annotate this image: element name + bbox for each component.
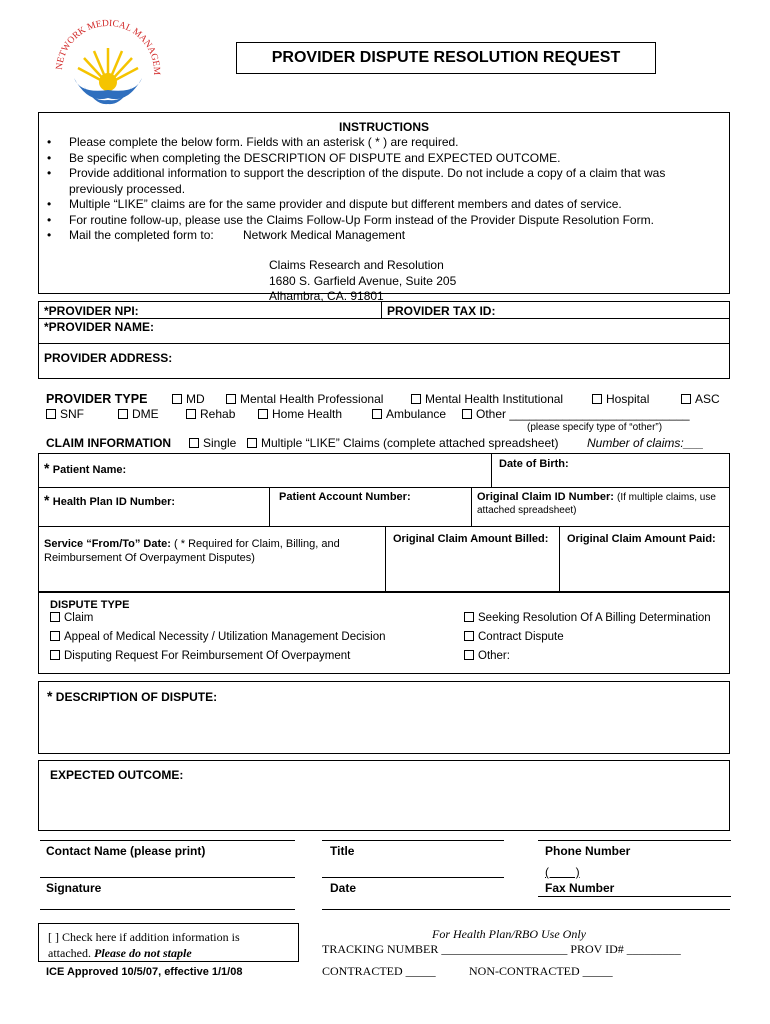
- description-label: DESCRIPTION OF DISPUTE:: [55, 690, 218, 704]
- mail-address-line: Network Medical Management: [243, 228, 406, 242]
- type-mental-health-professional[interactable]: Mental Health Professional: [226, 392, 383, 406]
- title-box: [236, 42, 656, 74]
- checkbox[interactable]: [118, 409, 128, 419]
- checkbox[interactable]: [46, 409, 56, 419]
- instructions-heading: INSTRUCTIONS: [339, 120, 429, 134]
- instruction-item: • Be specific when completing the DESCRIPTION OF DISPUTE and EXPECTED OUTCOME.: [39, 151, 719, 167]
- instruction-item: • Provide additional information to support the description of the dispute. Do not include a copy of a claim that was previously processed.: [39, 166, 719, 197]
- checkbox[interactable]: [464, 612, 474, 622]
- title-label[interactable]: Title: [330, 844, 355, 858]
- claim-multiple[interactable]: Multiple “LIKE” Claims (complete attached spreadsheet): [247, 436, 558, 450]
- provider-npi-label[interactable]: *PROVIDER NPI:: [44, 304, 139, 318]
- approval-note: ICE Approved 10/5/07, effective 1/1/08: [46, 966, 243, 978]
- claim-information-label: CLAIM INFORMATION: [46, 436, 172, 450]
- instruction-item: [39, 228, 719, 244]
- patient-account-label[interactable]: Patient Account Number:: [279, 491, 411, 503]
- checkbox[interactable]: [189, 438, 199, 448]
- amount-billed-label[interactable]: Original Claim Amount Billed:: [393, 533, 549, 545]
- type-mental-health-institutional[interactable]: Mental Health Institutional: [411, 392, 563, 406]
- contracted: CONTRACTED _____: [322, 964, 436, 978]
- signature-label[interactable]: Signature: [46, 881, 102, 895]
- svg-text:NETWORK MEDICAL MANAGEMENT: [44, 14, 161, 76]
- date-of-birth-label[interactable]: Date of Birth:: [499, 458, 569, 470]
- dispute-claim[interactable]: Claim: [50, 612, 93, 624]
- instruction-item: • Multiple “LIKE” claims are for the same provider and dispute but different members and dates of service.: [39, 197, 719, 213]
- checkbox[interactable]: [172, 394, 182, 404]
- type-md[interactable]: MD: [172, 392, 205, 406]
- checkbox[interactable]: [464, 650, 474, 660]
- checkbox[interactable]: [50, 631, 60, 641]
- dispute-billing-determination[interactable]: Seeking Resolution Of A Billing Determination: [464, 612, 711, 624]
- checkbox[interactable]: [50, 650, 60, 660]
- instructions-list: [39, 135, 719, 244]
- mail-address-line: Claims Research and Resolution: [269, 258, 444, 272]
- instructions-box: [38, 112, 730, 303]
- checkbox[interactable]: [50, 612, 60, 622]
- description-section[interactable]: * DESCRIPTION OF DISPUTE:: [38, 681, 730, 754]
- health-plan-id-field[interactable]: * Health Plan ID Number:: [44, 492, 176, 508]
- attachment-note-box: [38, 923, 299, 962]
- mail-address-line: 1680 S. Garfield Avenue, Suite 205: [269, 273, 457, 288]
- attachment-note[interactable]: [ ] Check here if addition information is attached. Please do not staple: [48, 930, 240, 960]
- dispute-medical-necessity[interactable]: Appeal of Medical Necessity / Utilization Management Decision: [50, 631, 386, 643]
- dispute-type-label: DISPUTE TYPE: [50, 599, 130, 611]
- health-plan-id-label: Health Plan ID Number:: [52, 496, 176, 508]
- type-home-health[interactable]: Home Health: [258, 407, 342, 421]
- instruction-item: • Please complete the below form. Fields with an asterisk ( * ) are required.: [39, 135, 719, 151]
- contact-name-label[interactable]: Contact Name (please print): [46, 844, 206, 858]
- patient-name-label: Patient Name:: [52, 464, 127, 476]
- provider-name-label[interactable]: *PROVIDER NAME:: [44, 320, 155, 334]
- type-hospital[interactable]: Hospital: [592, 392, 649, 406]
- other-type-note: (please specify type of “other”): [527, 422, 663, 433]
- mail-address: [269, 258, 456, 305]
- type-rehab[interactable]: Rehab: [186, 407, 235, 421]
- checkbox[interactable]: [681, 394, 691, 404]
- date-label[interactable]: Date: [330, 881, 357, 895]
- fax-label[interactable]: Fax Number: [545, 881, 615, 895]
- original-claim-id-field[interactable]: Original Claim ID Number: (If multiple claims, use attached spreadsheet): [477, 491, 716, 516]
- checkbox[interactable]: [372, 409, 382, 419]
- office-use-heading: For Health Plan/RBO Use Only: [432, 927, 586, 941]
- checkbox[interactable]: [592, 394, 602, 404]
- expected-outcome-label: EXPECTED OUTCOME:: [50, 768, 184, 782]
- patient-name-field[interactable]: * Patient Name:: [44, 460, 127, 476]
- non-contracted: NON-CONTRACTED _____: [469, 964, 613, 978]
- dispute-type-section: [38, 592, 730, 674]
- checkbox[interactable]: [186, 409, 196, 419]
- claim-single[interactable]: Single: [189, 436, 236, 450]
- checkbox[interactable]: [411, 394, 421, 404]
- provider-type-label: PROVIDER TYPE: [46, 392, 148, 406]
- checkbox[interactable]: [462, 409, 472, 419]
- checkbox[interactable]: [258, 409, 268, 419]
- patient-info-section: [38, 453, 730, 592]
- dispute-contract[interactable]: Contract Dispute: [464, 631, 564, 643]
- mail-address-line: Alhambra, CA. 91801: [269, 289, 384, 303]
- phone-area-code[interactable]: ( ): [545, 865, 580, 879]
- type-snf[interactable]: SNF: [46, 407, 84, 421]
- dispute-overpayment[interactable]: Disputing Request For Reimbursement Of Overpayment: [50, 650, 350, 662]
- logo: [44, 14, 172, 114]
- checkbox[interactable]: [247, 438, 257, 448]
- network-medical-logo-icon: [44, 14, 172, 114]
- provider-tax-id-label[interactable]: PROVIDER TAX ID:: [387, 304, 496, 318]
- checkbox[interactable]: [464, 631, 474, 641]
- expected-outcome-section[interactable]: [38, 760, 730, 831]
- checkbox[interactable]: [226, 394, 236, 404]
- amount-paid-label[interactable]: Original Claim Amount Paid:: [567, 533, 716, 545]
- number-of-claims[interactable]: Number of claims:___: [587, 436, 704, 450]
- instruction-item: • For routine follow-up, please use the Claims Follow-Up Form instead of the Provider Dispute Resolution Form.: [39, 213, 719, 229]
- provider-address-label[interactable]: PROVIDER ADDRESS:: [44, 351, 173, 365]
- tracking-number: TRACKING NUMBER _____________________ PROV ID# _________: [322, 942, 681, 956]
- dispute-other[interactable]: Other:: [464, 650, 510, 662]
- type-asc[interactable]: ASC: [681, 392, 720, 406]
- logo-arc-text: NETWORK MEDICAL MANAGEM: [54, 18, 162, 76]
- phone-label[interactable]: Phone Number: [545, 844, 631, 858]
- mail-label: Mail the completed form to:: [69, 228, 214, 242]
- type-other[interactable]: Other ___________________________: [462, 407, 690, 421]
- type-dme[interactable]: DME: [118, 407, 159, 421]
- page-title: PROVIDER DISPUTE RESOLUTION REQUEST: [271, 49, 621, 66]
- type-ambulance[interactable]: Ambulance: [372, 407, 446, 421]
- service-date-field[interactable]: Service “From/To” Date: ( * Required for Claim, Billing, and Reimbursement Of Overpayment Disputes): [44, 538, 340, 564]
- provider-section: [38, 301, 730, 379]
